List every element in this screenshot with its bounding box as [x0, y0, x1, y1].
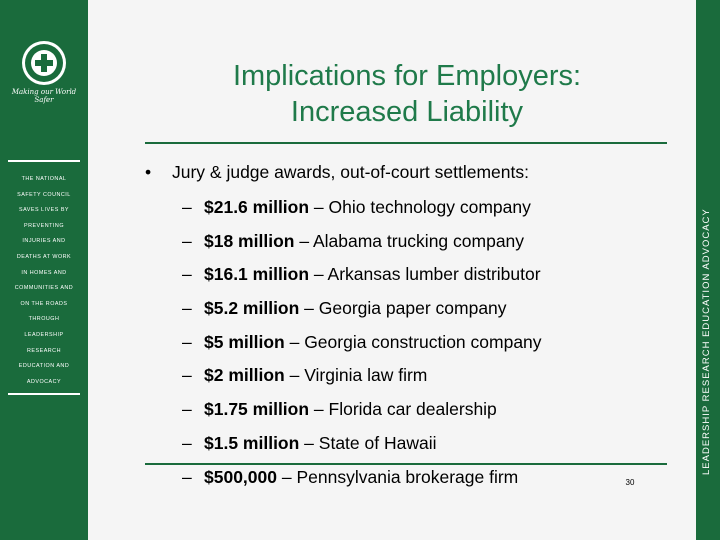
safety-cross-seal-icon: [21, 40, 67, 86]
slide-title: [150, 58, 664, 130]
list-item: – $18 million – Alabama trucking company: [182, 230, 525, 251]
award-description: Alabama trucking company: [312, 230, 525, 251]
award-amount: $21.6 million: [204, 197, 310, 217]
dash-marker: –: [182, 197, 192, 217]
award-description: Georgia construction company: [304, 331, 542, 352]
mission-line: SAVES LIVES BY: [18, 207, 70, 214]
award-list: [182, 196, 542, 499]
nsc-logo: [6, 40, 82, 86]
mission-line: ADVOCACY: [26, 378, 62, 385]
list-item: – $1.5 million – State of Hawaii: [182, 432, 437, 453]
award-amount: $1.75 million: [204, 399, 310, 420]
bottom-divider: [145, 463, 667, 465]
award-description: Florida car dealership: [328, 399, 497, 420]
lead-bullet: [145, 162, 529, 183]
dash-marker: –: [182, 230, 192, 251]
award-description: Arkansas lumber distributor: [327, 264, 541, 285]
award-amount: $500,000: [204, 466, 277, 487]
award-description: Pennsylvania brokerage firm: [296, 466, 519, 487]
award-amount: $2 million: [204, 365, 285, 386]
dash-marker: –: [182, 298, 192, 319]
mission-statement: [2, 172, 86, 390]
dash-marker: –: [182, 264, 192, 285]
lead-bullet-text: Jury & judge awards, out-of-court settlements:: [172, 162, 529, 182]
award-amount: $18 million: [204, 230, 295, 251]
award-amount: $1.5 million: [204, 432, 300, 453]
vertical-motto: LEADERSHIP RESEARCH EDUCATION ADVOCACY: [701, 208, 712, 475]
mission-line: THE NATIONAL: [21, 176, 67, 182]
award-description: Virginia law firm: [304, 365, 428, 386]
mission-line: ON THE ROADS: [20, 300, 68, 307]
list-item: – $2 million – Virginia law firm: [182, 365, 428, 386]
mission-line: DEATHS AT WORK: [16, 253, 72, 260]
title-divider: [145, 142, 667, 144]
list-item: – $500,000 – Pennsylvania brokerage firm: [182, 466, 519, 487]
dash-marker: –: [182, 399, 192, 420]
list-item: – $16.1 million – Arkansas lumber distributor: [182, 264, 541, 285]
mission-line: IN HOMES AND: [21, 269, 67, 276]
award-amount: $5 million: [204, 331, 285, 352]
list-item: – $5 million – Georgia construction company: [182, 331, 542, 352]
page-number: 30: [625, 478, 635, 487]
list-item: – $21.6 million – Ohio technology company: [182, 197, 531, 217]
sidebar-rule-bottom: [8, 393, 80, 395]
dash-marker: –: [182, 365, 192, 386]
award-description: Georgia paper company: [318, 298, 507, 319]
dash-marker: –: [182, 466, 192, 487]
mission-line: THROUGH: [28, 316, 60, 323]
mission-line: INJURIES AND: [22, 238, 66, 245]
dash-marker: –: [182, 432, 192, 453]
award-description: State of Hawaii: [318, 432, 437, 453]
dash-marker: –: [182, 331, 192, 352]
title-line-2: Increased Liability: [290, 96, 524, 128]
award-amount: $5.2 million: [204, 298, 300, 319]
award-amount: $16.1 million: [204, 264, 310, 285]
tagline: Making our World Safer: [11, 88, 77, 104]
mission-line: PREVENTING: [23, 222, 65, 229]
mission-line: EDUCATION AND: [18, 363, 70, 370]
list-item: – $5.2 million – Georgia paper company: [182, 298, 507, 319]
title-line-1: Implications for Employers:: [232, 60, 582, 92]
left-sidebar: [0, 0, 88, 540]
bullet-marker: •: [145, 162, 152, 182]
mission-line: COMMUNITIES AND: [14, 285, 74, 292]
mission-line: RESEARCH: [27, 347, 61, 354]
sidebar-rule-top: [8, 160, 80, 162]
award-description: Ohio technology company: [328, 197, 531, 217]
mission-line: SAFETY COUNCIL: [17, 191, 71, 198]
right-strip: [696, 0, 720, 540]
list-item: – $1.75 million – Florida car dealership: [182, 399, 497, 420]
mission-line: LEADERSHIP: [24, 331, 64, 338]
